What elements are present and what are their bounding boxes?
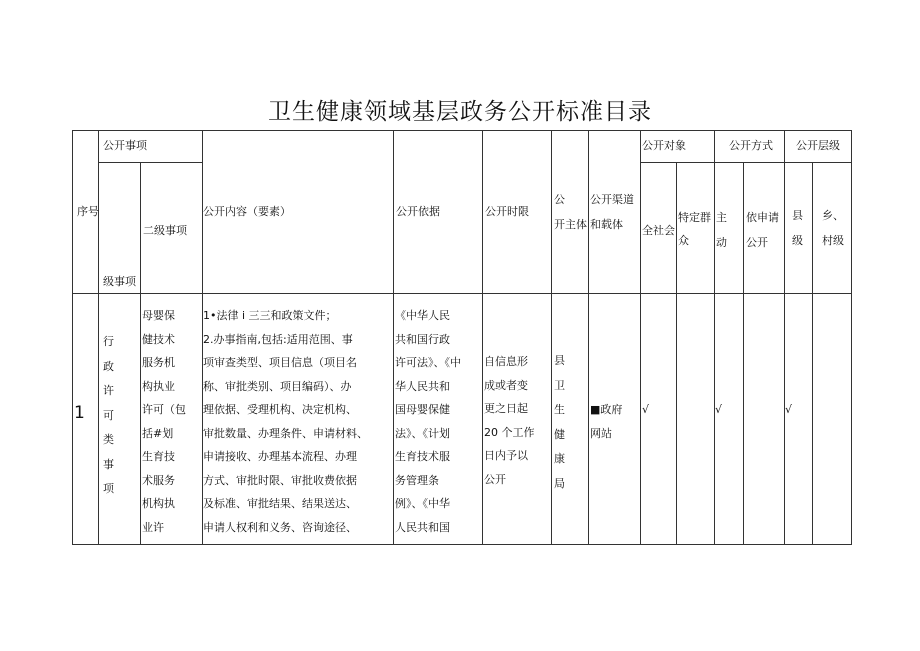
header-level-county-bottom: 级 bbox=[792, 234, 803, 247]
table-left-border bbox=[72, 130, 73, 545]
row-seq: 1 bbox=[74, 403, 85, 423]
header-content: 公开内容（要素） bbox=[203, 205, 291, 218]
header-public-items: 公开事项 bbox=[103, 139, 147, 152]
header-channel-top: 公开渠道 bbox=[590, 193, 634, 206]
col-rule bbox=[482, 130, 483, 545]
header-target: 公开对象 bbox=[642, 139, 686, 152]
col-rule bbox=[551, 130, 552, 545]
table-right-border bbox=[851, 130, 852, 545]
row-channel: ■政府 网站 bbox=[590, 403, 623, 440]
header-basis: 公开依据 bbox=[396, 205, 440, 218]
row-time-limit: 自信息形 成或者变 更之日起 20 个工作 日内予以 公开 bbox=[484, 355, 535, 486]
items-header-rule bbox=[98, 162, 202, 163]
header-time-limit: 公开时限 bbox=[485, 205, 529, 218]
header-target-group-top: 特定群 bbox=[678, 211, 711, 224]
table-top-border bbox=[72, 130, 851, 131]
header-method-active-top: 主 bbox=[716, 211, 727, 224]
col-rule bbox=[140, 162, 141, 545]
header-level-county-top: 县 bbox=[792, 209, 803, 222]
header-level1-item: 级事项 bbox=[103, 275, 136, 288]
header-subject-bottom: 开主体 bbox=[554, 218, 587, 231]
check-level-county: √ bbox=[785, 403, 793, 416]
header-subject-top: 公 bbox=[554, 193, 565, 206]
row-subject: 县 卫 生 健 康 局 bbox=[554, 354, 565, 490]
header-level2-item: 二级事项 bbox=[143, 224, 187, 237]
col-rule bbox=[784, 130, 785, 545]
page-title: 卫生健康领域基层政务公开标准目录 bbox=[268, 99, 652, 125]
row-level1-item: 行 政 许 可 类 事 项 bbox=[103, 335, 114, 495]
header-target-group-bottom: 众 bbox=[678, 234, 689, 247]
header-target-all: 全社会 bbox=[642, 224, 675, 237]
header-method-request-top: 依申请 bbox=[746, 211, 779, 224]
header-method-request-bottom: 公开 bbox=[746, 236, 768, 249]
row-basis: 《中华人民 共和国行政 许可法》、《中 华人民共和 国母婴保健 法》、《计划 生育技术服 务管理条 例》、《中华 人民共和国 bbox=[395, 309, 461, 534]
header-method: 公开方式 bbox=[729, 139, 773, 152]
header-channel-bottom: 和载体 bbox=[590, 218, 623, 231]
header-level: 公开层级 bbox=[796, 139, 840, 152]
table-bottom-border bbox=[72, 544, 851, 545]
col-rule bbox=[640, 130, 641, 545]
check-method-active: √ bbox=[715, 403, 723, 416]
header-method-active-bottom: 动 bbox=[716, 236, 727, 249]
col-rule bbox=[714, 130, 715, 545]
row-content: 1•法律 i 三三和政策文件； 2.办事指南,包括:适用范围、事 项审查类型、项目信息（项目名 称、审批类别、项目编码）、办 理依据、受理机构、决定机构、 审批数量、办理条件、申请材料、 申请接收、办理基本流程、办理 方式、审批时限、审批收费依据 及标准、审批结果、结果送达、 申请人权利和义务、咨询途径、 bbox=[203, 309, 368, 534]
col-rule bbox=[393, 130, 394, 545]
header-bottom-border bbox=[72, 293, 851, 294]
col-rule bbox=[98, 130, 99, 545]
check-target-all: √ bbox=[642, 403, 650, 416]
header-level-town-top: 乡、 bbox=[822, 209, 844, 222]
col-rule bbox=[676, 162, 677, 545]
row-level2-item: 母婴保 健技术 服务机 构执业 许可（包 括#划 生育技 术服务 机构执 业许 bbox=[142, 309, 186, 534]
col-rule bbox=[588, 130, 589, 545]
header-seq: 序号 bbox=[77, 205, 99, 218]
group-header-rule bbox=[640, 162, 851, 163]
col-rule bbox=[743, 162, 744, 545]
header-level-town-bottom: 村级 bbox=[822, 234, 844, 247]
col-rule bbox=[812, 162, 813, 545]
